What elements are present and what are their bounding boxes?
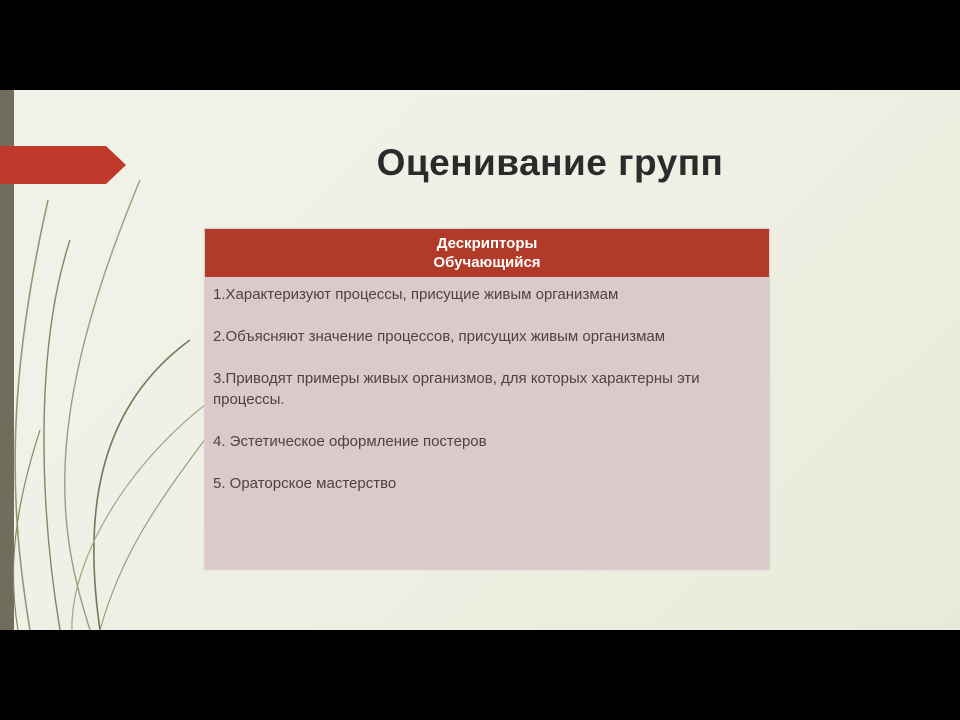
accent-arrow-icon [0, 146, 126, 184]
table-header-line: Дескрипторы [436, 235, 538, 252]
presentation-slide [0, 90, 960, 630]
descriptor-item: 2.Объясняют значение процессов, присущих живым организмам [213, 328, 666, 345]
descriptor-item: 4. Эстетическое оформление постеров [213, 433, 487, 450]
table-header-line: Обучающийся [433, 254, 541, 271]
descriptor-table [204, 228, 770, 570]
table-header [205, 229, 769, 277]
table-body [205, 277, 769, 569]
slide-title: Оценивание групп [376, 142, 724, 183]
descriptor-item: 5. Ораторское мастерство [213, 475, 397, 492]
descriptor-item: 3.Приводят примеры живых организмов, для которых характерны эти процессы. [213, 370, 700, 408]
descriptor-item: 1.Характеризуют процессы, присущие живым организмам [213, 286, 619, 303]
